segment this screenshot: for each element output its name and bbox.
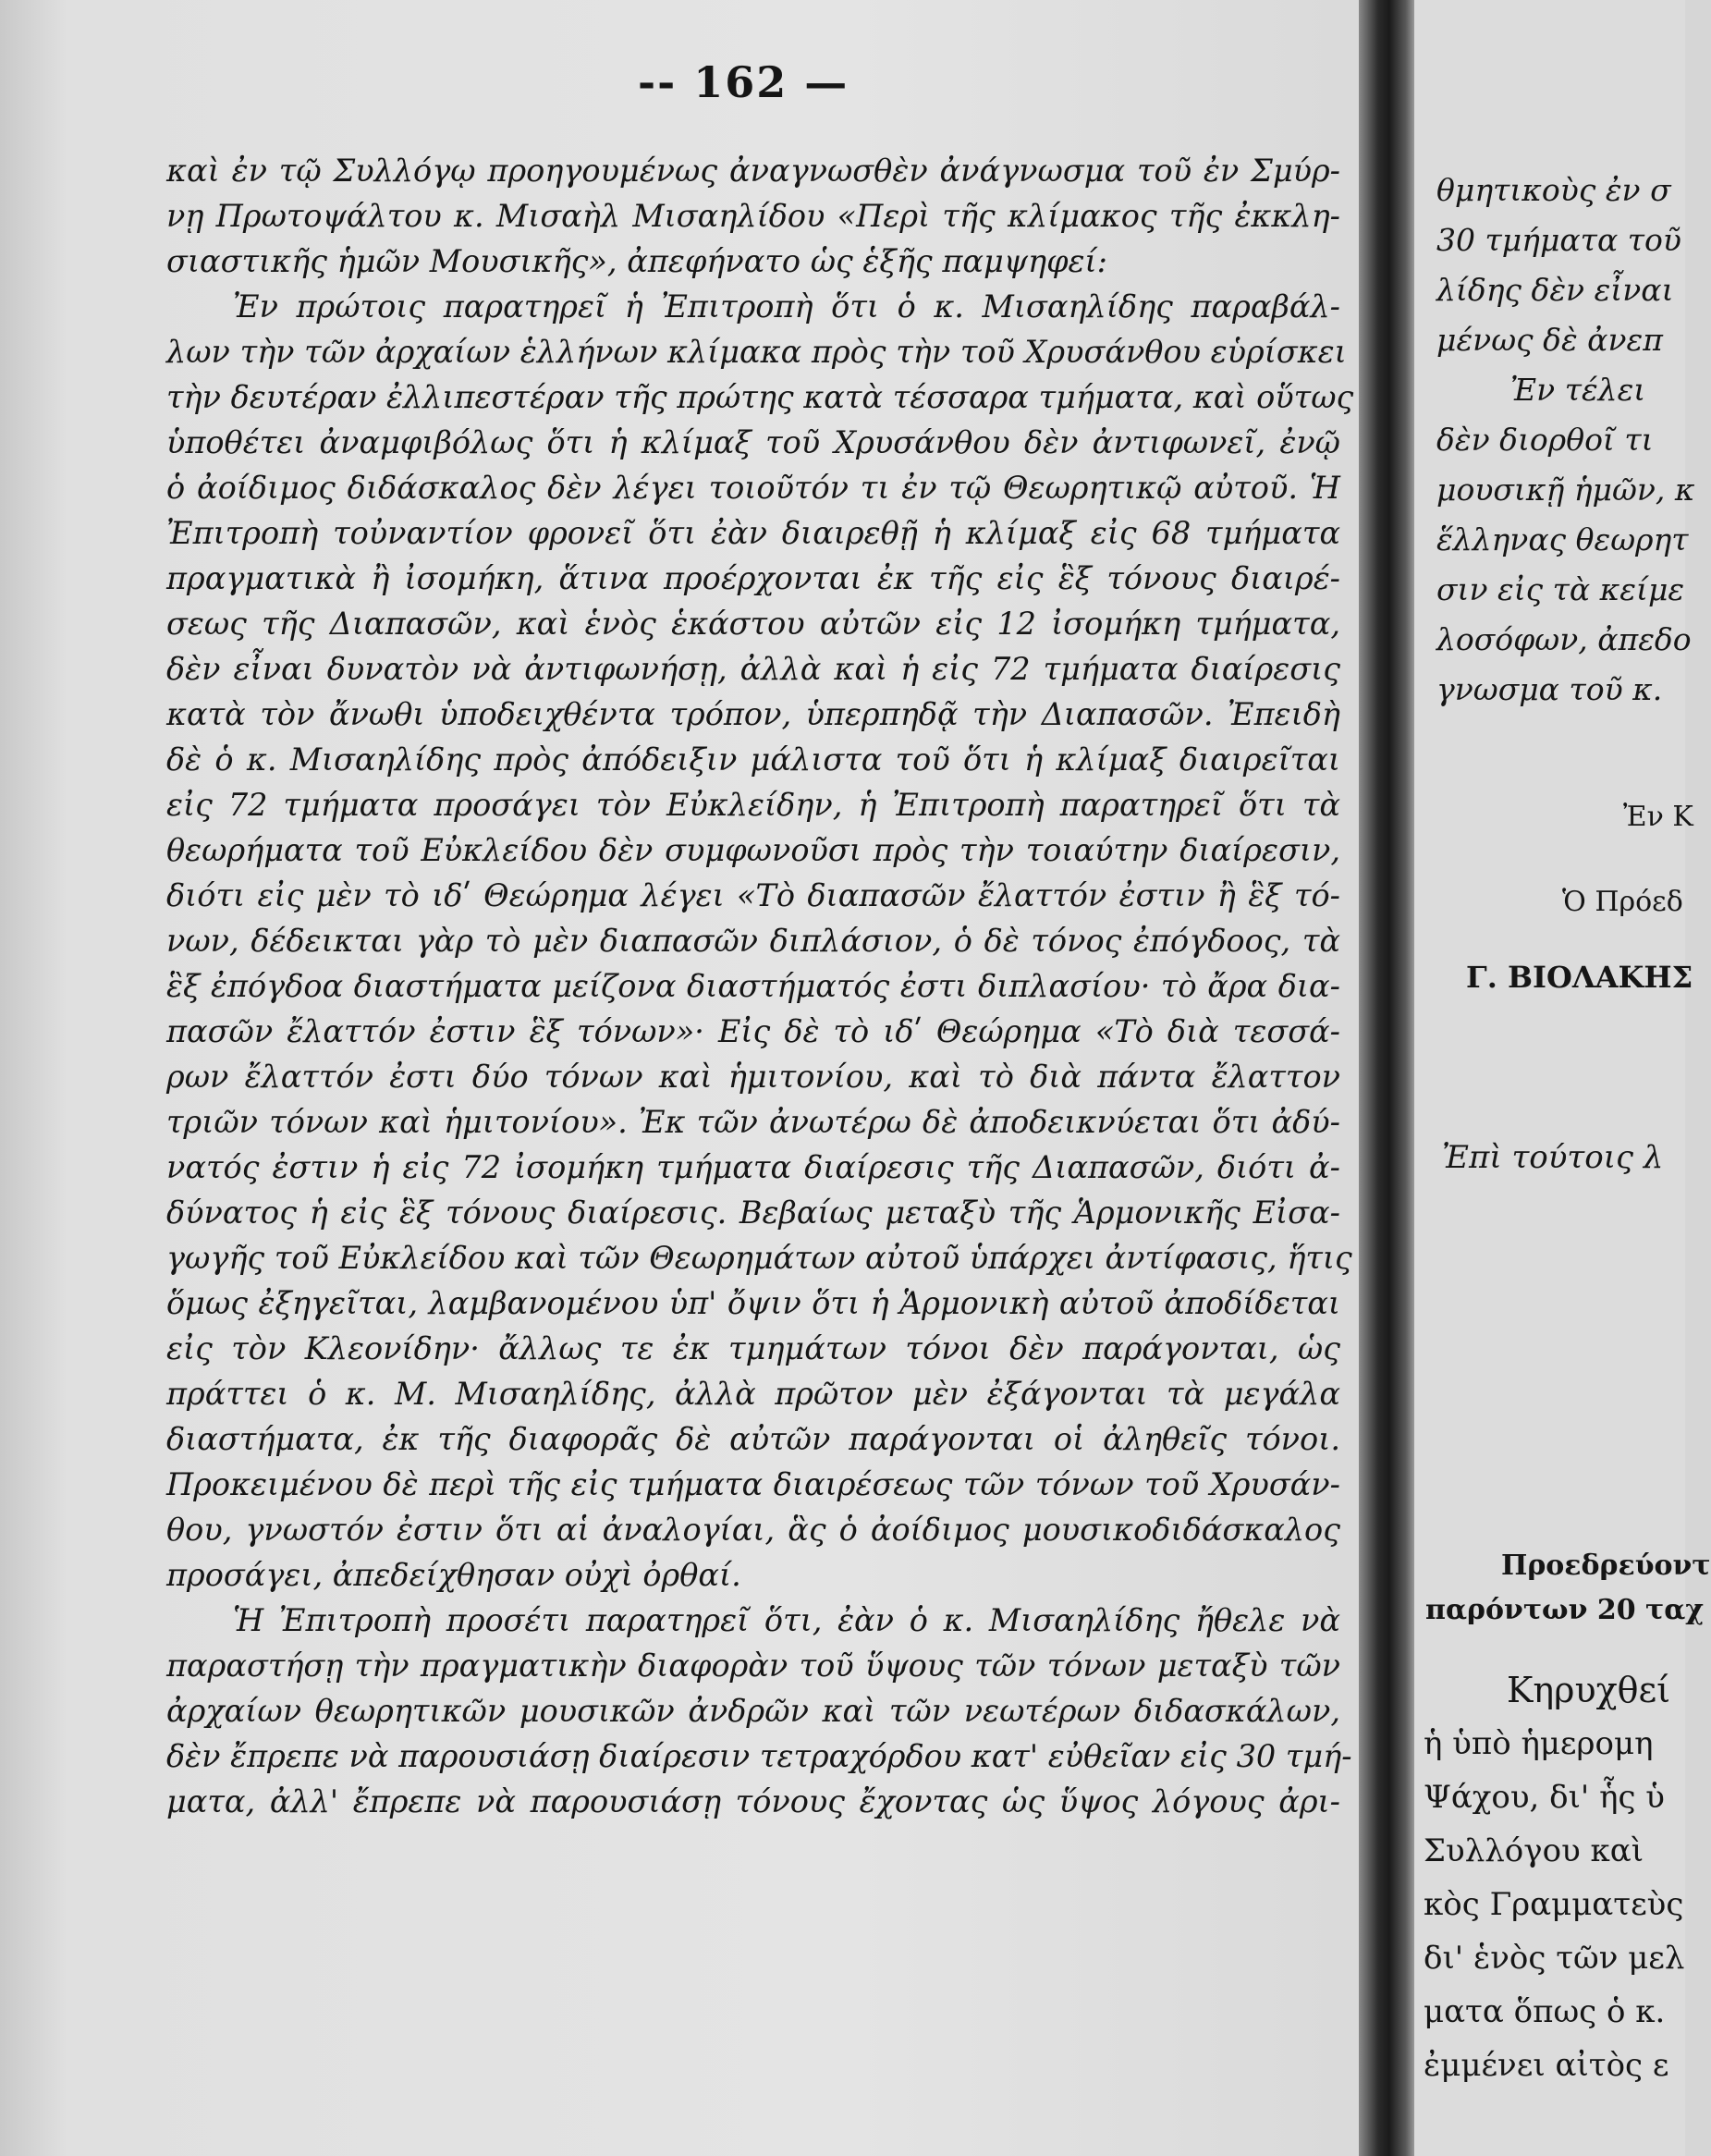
- right-text-line: ἕλληνας θεωρητ: [1436, 521, 1689, 557]
- right-text-line: θμητικοὺς ἐν σ: [1436, 172, 1671, 208]
- text-line: δύνατος ἡ εἰς ἓξ τόνους διαίρεσις. Βεβαίως μεταξὺ τῆς Ἁρμονικῆς Εἰσα-: [166, 1194, 1340, 1231]
- right-text-line: Ἐπὶ τούτοις λ: [1442, 1139, 1664, 1176]
- text-line: θου, γνωστόν ἐστιν ὅτι αἱ ἀναλογίαι, ἃς ὁ ἀοίδιμος μουσικοδιδάσκαλος: [166, 1512, 1340, 1548]
- right-text-line: ἡ ὑπὸ ἡμερομη: [1424, 1725, 1654, 1762]
- text-line: ρων ἔλαττόν ἐστι δύο τόνων καὶ ἡμιτονίου, καὶ τὸ διὰ πάντα ἔλαττον: [166, 1059, 1340, 1095]
- right-text-line: Ἐν Κ: [1623, 801, 1693, 833]
- right-text-line: Ἐν τέλει: [1510, 372, 1646, 408]
- text-line: εἰς 72 τμήματα προσάγει τὸν Εὐκλείδην, ἡ Ἐπιτροπὴ παρατηρεῖ ὅτι τὰ: [166, 787, 1340, 823]
- right-text-line: λίδης δὲν εἶναι: [1436, 272, 1674, 308]
- text-line: πράττει ὁ κ. Μ. Μισαηλίδης, ἀλλὰ πρῶτον μὲν ἐξάγονται τὰ μεγάλα: [166, 1376, 1340, 1412]
- right-text-line: μένως δὲ ἀνεπ: [1436, 322, 1663, 358]
- text-line: παραστήσῃ τὴν πραγματικὴν διαφορὰν τοῦ ὕψους τῶν τόνων μεταξὺ τῶν: [166, 1648, 1340, 1684]
- text-line: ὅμως ἐξηγεῖται, λαμβανομένου ὑπ' ὄψιν ὅτι ἡ Ἁρμονικὴ αὐτοῦ ἀποδίδεται: [166, 1285, 1340, 1321]
- signature-name: Γ. ΒΙΟΛΑΚΗΣ: [1466, 960, 1693, 995]
- text-line: ὑποθέτει ἀναμφιβόλως ὅτι ἡ κλίμαξ τοῦ Χρυσάνθου δὲν ἀντιφωνεῖ, ἐνῷ: [166, 424, 1340, 460]
- section-heading: παρόντων 20 ταχ: [1425, 1594, 1705, 1626]
- text-line: τριῶν τόνων καὶ ἡμιτονίου». Ἐκ τῶν ἀνωτέρω δὲ ἀποδεικνύεται ὅτι ἀδύ-: [166, 1104, 1340, 1140]
- text-line: Ἐπιτροπὴ τοὐναντίον φρονεῖ ὅτι ἐὰν διαιρεθῇ ἡ κλίμαξ εἰς 68 τμήματα: [166, 515, 1340, 551]
- right-text-line: γνωσμα τοῦ κ.: [1436, 671, 1663, 707]
- text-line: ματα, ἀλλ' ἔπρεπε νὰ παρουσιάσῃ τόνους ἔχοντας ὡς ὕψος λόγους ἀρι-: [166, 1783, 1340, 1819]
- right-text-line: ἐμμένει αἰτὸς ε: [1424, 2047, 1669, 2084]
- text-line: προσάγει, ἀπεδείχθησαν οὐχὶ ὀρθαί.: [166, 1557, 741, 1593]
- text-line: διότι εἰς μὲν τὸ ιδʹ Θεώρημα λέγει «Τὸ διαπασῶν ἔλαττόν ἐστιν ἢ ἓξ τό-: [166, 877, 1340, 913]
- right-text-line: δι' ἑνὸς τῶν μελ: [1424, 1940, 1685, 1977]
- text-line: τὴν δευτέραν ἐλλιπεστέραν τῆς πρώτης κατὰ τέσσαρα τμήματα, καὶ οὕτως: [166, 379, 1354, 415]
- page-number: -- 162 —: [638, 57, 849, 107]
- right-text-line: ματα ὅπως ὁ κ.: [1424, 1993, 1666, 2030]
- book-gutter: [1359, 0, 1414, 2156]
- body-text: [166, 148, 1354, 1824]
- text-line: δὲ ὁ κ. Μισαηλίδης πρὸς ἀπόδειξιν μάλιστα τοῦ ὅτι ἡ κλίμαξ διαιρεῖται: [166, 741, 1340, 778]
- text-line: διαστήματα, ἐκ τῆς διαφορᾶς δὲ αὐτῶν παράγονται οἱ ἀληθεῖς τόνοι.: [166, 1421, 1340, 1457]
- text-line: εἰς τὸν Κλεονίδην· ἄλλως τε ἐκ τμημάτων τόνοι δὲν παράγονται, ὡς: [166, 1330, 1340, 1366]
- right-text-line: κὸς Γραμματεὺς: [1424, 1886, 1684, 1923]
- text-line: πραγματικὰ ἢ ἰσομήκη, ἅτινα προέρχονται ἐκ τῆς εἰς ἓξ τόνους διαιρέ-: [166, 560, 1340, 596]
- section-heading: Προεδρεύοντ: [1501, 1550, 1711, 1582]
- right-text-line: Συλλόγου καὶ: [1424, 1832, 1644, 1869]
- text-line: νῃ Πρωτοψάλτου κ. Μισαὴλ Μισαηλίδου «Περὶ τῆς κλίμακος τῆς ἐκκλη-: [166, 198, 1340, 234]
- right-text-line: 30 τμήματα τοῦ: [1436, 222, 1681, 258]
- text-line: σιαστικῆς ἡμῶν Μουσικῆς», ἀπεφήνατο ὡς ἑξῆς παμψηφεί:: [166, 243, 1107, 279]
- right-text-line: μουσικῇ ἡμῶν, κ: [1436, 472, 1695, 508]
- text-line: ὁ ἀοίδιμος διδάσκαλος δὲν λέγει τοιοῦτόν τι ἐν τῷ Θεωρητικῷ αὐτοῦ. Ἡ: [166, 470, 1340, 506]
- right-text-line: Κηρυχθεί: [1507, 1670, 1671, 1710]
- text-line: κατὰ τὸν ἄνωθι ὑποδειχθέντα τρόπον, ὑπερπηδᾷ τὴν Διαπασῶν. Ἐπειδὴ: [166, 696, 1340, 732]
- text-line: λων τὴν τῶν ἀρχαίων ἑλλήνων κλίμακα πρὸς τὴν τοῦ Χρυσάνθου εὑρίσκει: [166, 334, 1347, 370]
- text-line: ἀρχαίων θεωρητικῶν μουσικῶν ἀνδρῶν καὶ τῶν νεωτέρων διδασκάλων,: [166, 1693, 1340, 1729]
- text-line: Ἐν πρώτοις παρατηρεῖ ἡ Ἐπιτροπὴ ὅτι ὁ κ. Μισαηλίδης παραβάλ-: [233, 288, 1340, 325]
- right-text-line: Ὁ Πρόεδ: [1562, 886, 1683, 918]
- text-line: δὲν εἶναι δυνατὸν νὰ ἀντιφωνήσῃ, ἀλλὰ καὶ ἡ εἰς 72 τμήματα διαίρεσις: [166, 651, 1340, 687]
- right-page: [1414, 0, 1711, 2156]
- text-line: Ἡ Ἐπιτροπὴ προσέτι παρατηρεῖ ὅτι, ἐὰν ὁ κ. Μισαηλίδης ἤθελε νὰ: [233, 1602, 1340, 1638]
- right-text-line: Ψάχου, δι' ἧς ὑ: [1424, 1779, 1665, 1816]
- text-line: πασῶν ἔλαττόν ἐστιν ἓξ τόνων»· Εἰς δὲ τὸ ιδʹ Θεώρημα «Τὸ διὰ τεσσά-: [166, 1013, 1340, 1049]
- text-line: δὲν ἔπρεπε νὰ παρουσιάσῃ διαίρεσιν τετραχόρδου κατ' εὐθεῖαν εἰς 30 τμή-: [166, 1738, 1352, 1774]
- text-line: καὶ ἐν τῷ Συλλόγῳ προηγουμένως ἀναγνωσθὲν ἀνάγνωσμα τοῦ ἐν Σμύρ-: [166, 153, 1340, 189]
- text-line: νατός ἐστιν ἡ εἰς 72 ἰσομήκη τμήματα διαίρεσις τῆς Διαπασῶν, διότι ἀ-: [166, 1149, 1340, 1185]
- text-line: ἓξ ἐπόγδοα διαστήματα μείζονα διαστήματός ἐστι διπλασίου· τὸ ἄρα δια-: [166, 968, 1340, 1004]
- right-text-line: σιν εἰς τὰ κείμε: [1436, 571, 1685, 607]
- text-line: γωγῆς τοῦ Εὐκλείδου καὶ τῶν Θεωρημάτων αὐτοῦ ὑπάρχει ἀντίφασις, ἥτις: [166, 1240, 1352, 1276]
- text-line: σεως τῆς Διαπασῶν, καὶ ἑνὸς ἑκάστου αὐτῶν εἰς 12 ἰσομήκη τμήματα,: [166, 606, 1340, 642]
- right-text-line: δὲν διορθοῖ τι: [1436, 422, 1654, 458]
- text-line: θεωρήματα τοῦ Εὐκλείδου δὲν συμφωνοῦσι πρὸς τὴν τοιαύτην διαίρεσιν,: [166, 832, 1340, 868]
- text-line: Προκειμένου δὲ περὶ τῆς εἰς τμήματα διαιρέσεως τῶν τόνων τοῦ Χρυσάν-: [166, 1466, 1340, 1502]
- text-line: νων, δέδεικται γὰρ τὸ μὲν διαπασῶν διπλάσιον, ὁ δὲ τόνος ἐπόγδοος, τὰ: [166, 923, 1340, 959]
- right-text-line: λοσόφων, ἀπεδο: [1436, 621, 1692, 657]
